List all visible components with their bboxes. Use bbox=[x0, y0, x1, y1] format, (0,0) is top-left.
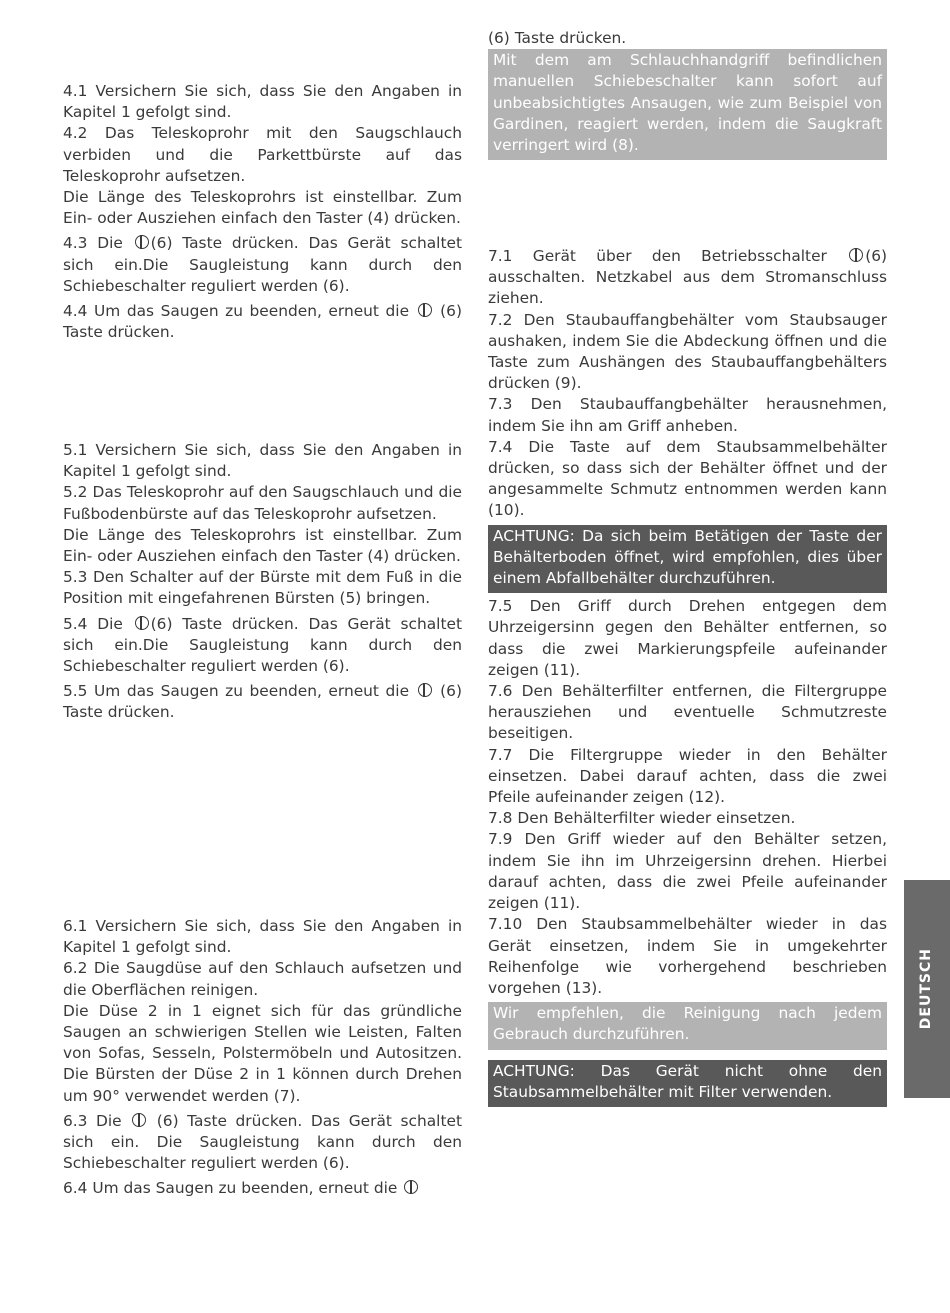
step-4-2-note: Die Länge des Teleskoprohrs ist einstellbar. Zum Ein- oder Ausziehen einfach den Taster (4) drücken. bbox=[63, 188, 462, 228]
step-7-4: 7.4 Die Taste auf dem Staubsammelbehälter drücken, so dass sich der Behälter öffnet und der angesammelte Schmutz entnommen werden kann (10). bbox=[488, 437, 887, 520]
step-6-1: 6.1 Versichern Sie sich, dass Sie den Angaben in Kapitel 1 gefolgt sind. bbox=[63, 917, 462, 957]
power-icon bbox=[404, 1180, 418, 1194]
step-6-4-continued: (6) Taste drücken. bbox=[488, 29, 627, 47]
step-5-4: 5.4 Die (6) Taste drücken. Das Gerät schaltet sich ein.Die Saugleistung kann durch den Schiebeschalter reguliert werden (6). bbox=[63, 614, 462, 676]
power-icon bbox=[849, 248, 863, 262]
language-tab-label: DEUTSCH bbox=[918, 948, 935, 1030]
section-5 bbox=[63, 440, 462, 724]
step-5-5: 5.5 Um das Saugen zu beenden, erneut die (6) Taste drücken. bbox=[63, 682, 462, 722]
step-4-1: 4.1 Versichern Sie sich, dass Sie den Angaben in Kapitel 1 gefolgt sind. bbox=[63, 82, 462, 122]
section-6 bbox=[63, 916, 462, 1200]
power-icon bbox=[418, 683, 432, 697]
step-7-1: 7.1 Gerät über den Betriebsschalter (6) ausschalten. Netzkabel aus dem Stromanschluss ziehen. bbox=[488, 247, 887, 308]
section-7 bbox=[488, 246, 887, 1107]
power-icon bbox=[135, 235, 149, 249]
power-icon bbox=[132, 1113, 146, 1127]
step-7-5: 7.5 Den Griff durch Drehen entgegen dem Uhrzeigersinn gegen den Behälter entfernen, so dass die zwei Markierungspfeile aufeinander zeigen (11). bbox=[488, 597, 887, 679]
step-5-2: 5.2 Das Teleskoprohr auf den Saugschlauch und die Fußbodenbürste auf das Teleskoprohr aufsetzen. bbox=[63, 483, 462, 523]
step-6-3: 6.3 Die (6) Taste drücken. Das Gerät schaltet sich ein. Die Saugleistung kann durch den Schiebeschalter reguliert werden (6). bbox=[63, 1111, 462, 1173]
step-6-2-note: Die Düse 2 in 1 eignet sich für das gründliche Saugen an schwierigen Stellen wie Leisten, Falten von Sofas, Sesseln, Polstermöbeln und Autositzen. Die Bürsten der Düse 2 in 1 können durch Drehen um 90° verwendet werden (7). bbox=[63, 1001, 462, 1105]
section-4 bbox=[63, 81, 462, 343]
step-7-2: 7.2 Den Staubauffangbehälter vom Staubsauger aushaken, indem Sie die Abdeckung öffnen und die Taste zum Aushängen des Staubauffangbehälters drücken (9). bbox=[488, 310, 887, 393]
warning-box-bin: ACHTUNG: Da sich beim Betätigen der Taste der Behälterboden öffnet, wird empfohlen, dies über einem Abfallbehälter durchzuführen. bbox=[488, 525, 887, 594]
info-note-cleaning: Wir empfehlen, die Reinigung nach jedem Gebrauch durchzuführen. bbox=[488, 1002, 887, 1049]
step-6-2: 6.2 Die Saugdüse auf den Schlauch aufsetzen und die Oberflächen reinigen. bbox=[63, 959, 462, 999]
power-icon bbox=[418, 303, 432, 317]
step-7-6: 7.6 Den Behälterfilter entfernen, die Filtergruppe herausziehen und eventuelle Schmutzreste beseitigen. bbox=[488, 682, 887, 743]
section-6-continued bbox=[488, 28, 887, 160]
step-4-3: 4.3 Die (6) Taste drücken. Das Gerät schaltet sich ein.Die Saugleistung kann durch den Schiebeschalter reguliert werden (6). bbox=[63, 234, 462, 295]
step-5-1: 5.1 Versichern Sie sich, dass Sie den Angaben in Kapitel 1 gefolgt sind. bbox=[63, 441, 462, 481]
step-6-4: 6.4 Um das Saugen zu beenden, erneut die bbox=[63, 1178, 462, 1199]
step-5-2-note: Die Länge des Teleskoprohrs ist einstellbar. Zum Ein- oder Ausziehen einfach den Taster (4) drücken. bbox=[63, 525, 462, 566]
step-7-7: 7.7 Die Filtergruppe wieder in den Behälter einsetzen. Dabei darauf achten, dass die zwei Pfeile aufeinander zeigen (12). bbox=[488, 745, 887, 807]
step-7-10: 7.10 Den Staubsammelbehälter wieder in das Gerät einsetzen, indem Sie in umgekehrter Reihenfolge wie vorhergehend beschrieben vorgehen (13). bbox=[488, 915, 887, 997]
step-7-8: 7.8 Den Behälterfilter wieder einsetzen. bbox=[488, 809, 796, 828]
info-note-slide-switch: Mit dem am Schlauchhandgriff befindlichen manuellen Schiebeschalter kann sofort auf unbeabsichtigtes Ansaugen, wie zum Beispiel von Gardinen, reagiert werden, indem die Saugkraft verringert wird (8). bbox=[488, 49, 887, 160]
step-4-4: 4.4 Um das Saugen zu beenden, erneut die (6) Taste drücken. bbox=[63, 302, 462, 342]
step-7-9: 7.9 Den Griff wieder auf den Behälter setzen, indem Sie ihn im Uhrzeigersinn drehen. Hierbei darauf achten, dass die zwei Pfeile aufeinander zeigen (11). bbox=[488, 830, 887, 913]
warning-box-filter: ACHTUNG: Das Gerät nicht ohne den Staubsammelbehälter mit Filter verwenden. bbox=[488, 1060, 887, 1107]
step-4-2: 4.2 Das Teleskoprohr mit den Saugschlauch verbiden und die Parkettbürste auf das Teleskoprohr aufsetzen. bbox=[63, 124, 462, 185]
step-5-3: 5.3 Den Schalter auf der Bürste mit dem Fuß in die Position mit eingefahrenen Bürsten (5) bringen. bbox=[63, 568, 462, 608]
power-icon bbox=[135, 616, 149, 630]
step-7-3: 7.3 Den Staubauffangbehälter herausnehmen, indem Sie ihn am Griff anheben. bbox=[488, 395, 887, 435]
language-tab bbox=[904, 880, 950, 1098]
